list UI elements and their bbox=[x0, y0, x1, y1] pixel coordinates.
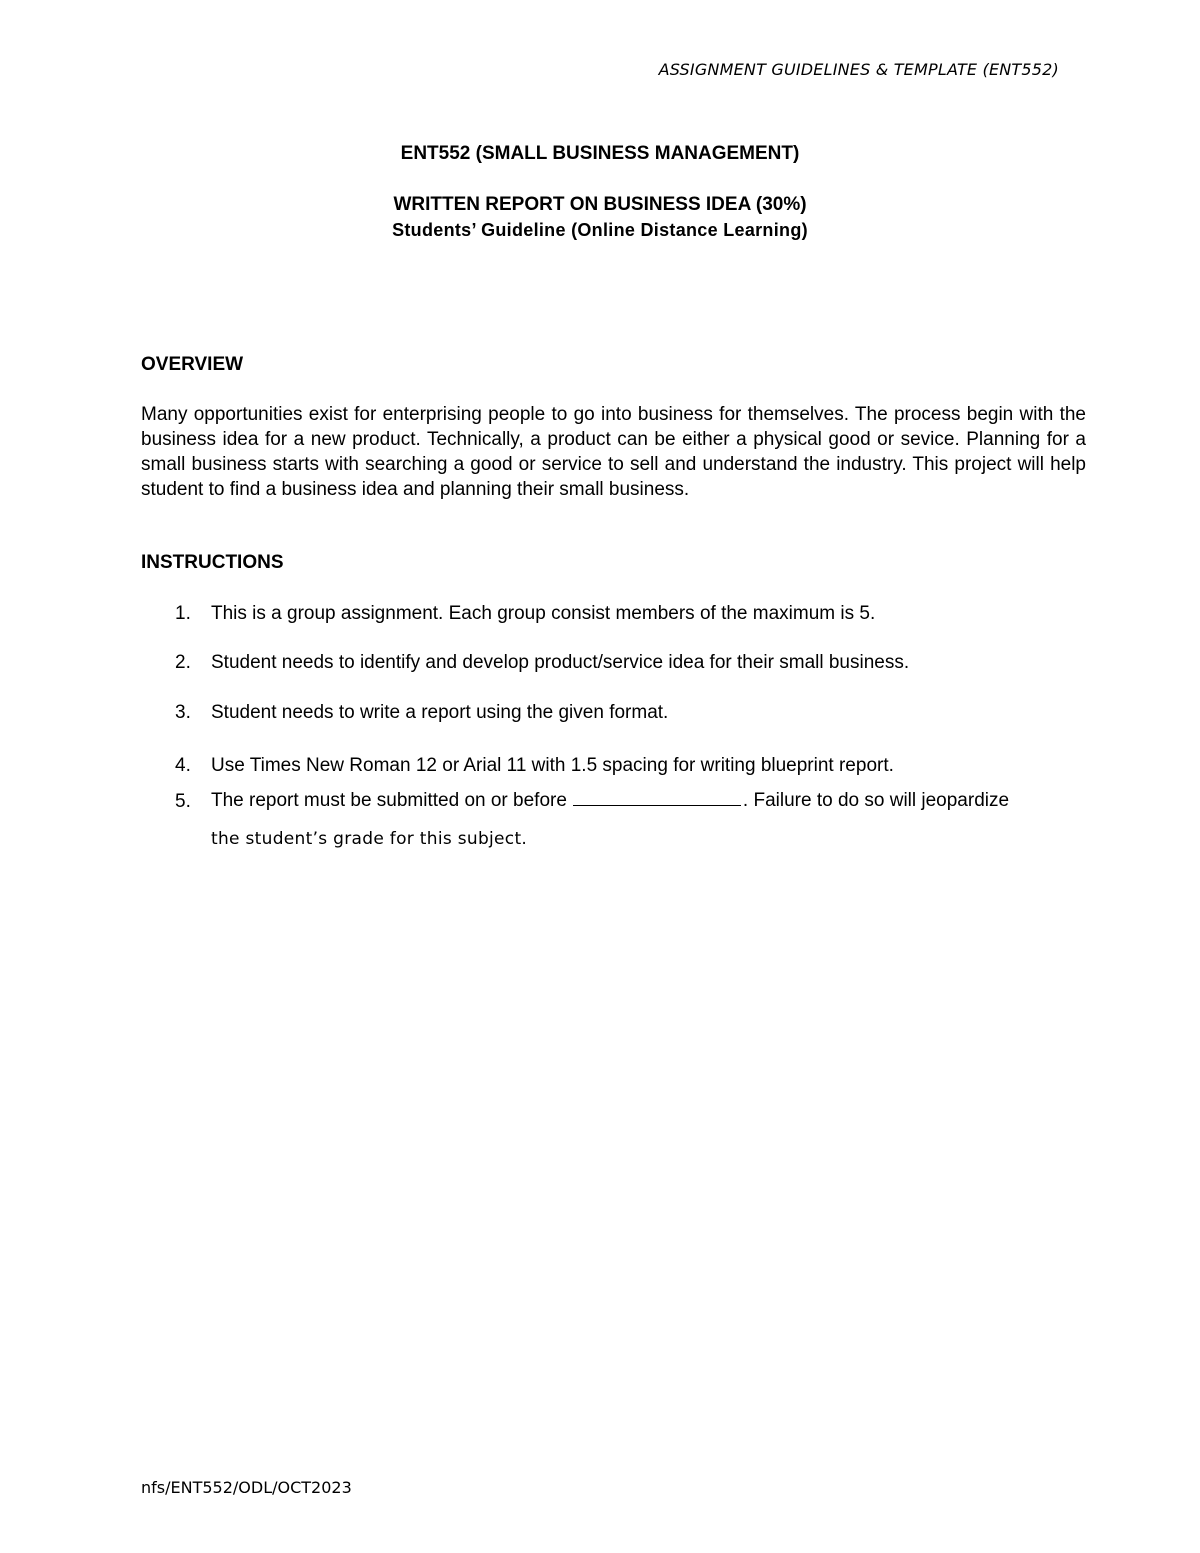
overview-heading: OVERVIEW bbox=[141, 354, 244, 375]
list-number: 1. bbox=[175, 603, 191, 624]
list-item-text: Student needs to identify and develop product/service idea for their small business. bbox=[211, 652, 910, 673]
list-item-text: This is a group assignment. Each group consist members of the maximum is 5. bbox=[211, 603, 876, 624]
list-number: 4. bbox=[175, 755, 191, 776]
list-number: 3. bbox=[175, 702, 191, 723]
list-item-text: Student needs to write a report using the given format. bbox=[211, 702, 669, 723]
list-number: 5. bbox=[175, 791, 191, 812]
report-subtitle: Students’ Guideline (Online Distance Learning) bbox=[392, 220, 808, 240]
footer-code: nfs/ENT552/ODL/OCT2023 bbox=[141, 1478, 352, 1497]
instructions-heading: INSTRUCTIONS bbox=[141, 552, 284, 573]
deadline-text-before: The report must be submitted on or before bbox=[211, 790, 567, 811]
course-title: ENT552 (SMALL BUSINESS MANAGEMENT) bbox=[400, 143, 800, 164]
list-item-text bbox=[211, 782, 1086, 858]
running-header: ASSIGNMENT GUIDELINES & TEMPLATE (ENT552) bbox=[658, 60, 1059, 79]
report-title: WRITTEN REPORT ON BUSINESS IDEA (30%) bbox=[393, 194, 807, 215]
deadline-blank bbox=[573, 787, 741, 806]
list-number: 2. bbox=[175, 652, 191, 673]
deadline-continuation: the student’s grade for this subject. bbox=[211, 829, 528, 849]
deadline-text-after: . Failure to do so will jeopardize bbox=[742, 790, 1010, 811]
overview-paragraph: Many opportunities exist for enterprising people to go into business for themselves. The process begin with the business idea for a new product. Technically, a product can be either a physical good or sevice. Planning for a small business starts with searching a good or service to sell and understand the industry. This project will help student to find a business idea and planning their small business. bbox=[141, 404, 1086, 500]
list-item-text: Use Times New Roman 12 or Arial 11 with 1.5 spacing for writing blueprint report. bbox=[211, 755, 894, 776]
